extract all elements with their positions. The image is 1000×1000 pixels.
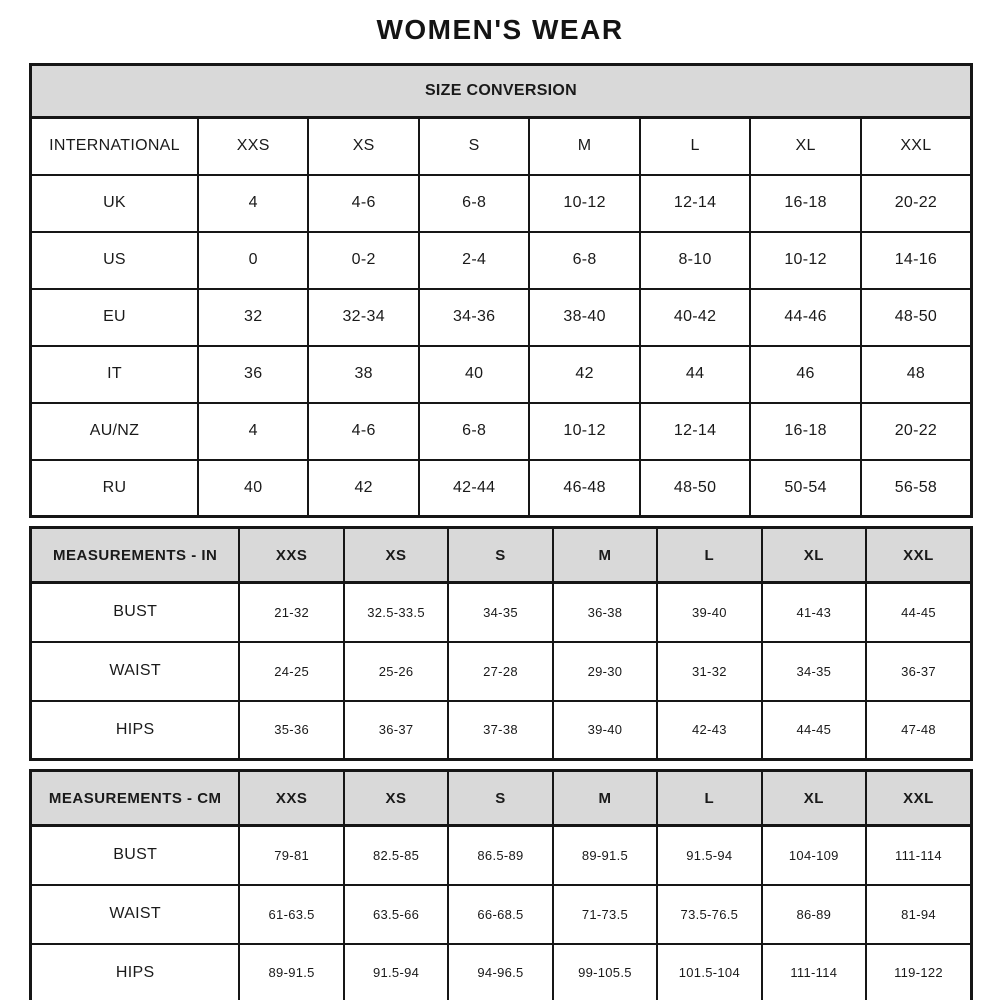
table-cell: 61-63.5 (239, 885, 343, 944)
section-header: SIZE CONVERSION (31, 65, 972, 118)
table-row (31, 65, 972, 118)
table-cell: 46-48 (529, 460, 639, 517)
table-cell: 82.5-85 (344, 826, 448, 885)
table-cell: 94-96.5 (448, 944, 552, 1000)
table-cell: 39-40 (657, 583, 761, 642)
section-header: MEASUREMENTS - CM (31, 771, 240, 826)
column-header: L (657, 771, 761, 826)
table-cell: 40 (198, 460, 308, 517)
section-header: MEASUREMENTS - IN (31, 528, 240, 583)
table-cell: 6-8 (419, 175, 529, 232)
table-row (31, 642, 972, 701)
table-cell: 91.5-94 (657, 826, 761, 885)
table-cell: 38 (308, 346, 418, 403)
column-header: L (640, 118, 750, 175)
row-label: UK (31, 175, 198, 232)
column-header: XXL (866, 771, 971, 826)
table-cell: 34-35 (762, 642, 866, 701)
table-cell: 36-38 (553, 583, 657, 642)
table-cell: 99-105.5 (553, 944, 657, 1000)
table-cell: 36-37 (866, 642, 971, 701)
table-cell: 27-28 (448, 642, 552, 701)
table-cell: 86-89 (762, 885, 866, 944)
table-row (31, 528, 972, 583)
table-cell: 89-91.5 (239, 944, 343, 1000)
table-cell: 4 (198, 175, 308, 232)
column-header: XS (344, 528, 448, 583)
column-header: INTERNATIONAL (31, 118, 198, 175)
table-cell: 86.5-89 (448, 826, 552, 885)
table-cell: 42-44 (419, 460, 529, 517)
row-label: RU (31, 460, 198, 517)
column-header: XXS (239, 528, 343, 583)
table-cell: 20-22 (861, 403, 972, 460)
row-label: HIPS (31, 944, 240, 1000)
table-cell: 12-14 (640, 175, 750, 232)
table-cell: 39-40 (553, 701, 657, 760)
table-cell: 24-25 (239, 642, 343, 701)
table-row (31, 460, 972, 517)
table-row (31, 771, 972, 826)
column-header: XL (762, 528, 866, 583)
table-cell: 10-12 (529, 175, 639, 232)
row-label: WAIST (31, 642, 240, 701)
column-header: XL (762, 771, 866, 826)
table-cell: 119-122 (866, 944, 971, 1000)
table-cell: 16-18 (750, 403, 860, 460)
table-cell: 36 (198, 346, 308, 403)
table-cell: 8-10 (640, 232, 750, 289)
table-cell: 31-32 (657, 642, 761, 701)
table-cell: 6-8 (419, 403, 529, 460)
table-cell: 48-50 (640, 460, 750, 517)
table-cell: 4 (198, 403, 308, 460)
table-row (31, 403, 972, 460)
table-cell: 73.5-76.5 (657, 885, 761, 944)
row-label: IT (31, 346, 198, 403)
table-cell: 48-50 (861, 289, 972, 346)
row-label: EU (31, 289, 198, 346)
table-cell: 44 (640, 346, 750, 403)
table-cell: 42-43 (657, 701, 761, 760)
table-cell: 2-4 (419, 232, 529, 289)
table-cell: 38-40 (529, 289, 639, 346)
table-cell: 4-6 (308, 403, 418, 460)
measurements-in-table (29, 526, 973, 761)
column-header: S (448, 771, 552, 826)
table-cell: 40 (419, 346, 529, 403)
row-label: HIPS (31, 701, 240, 760)
table-cell: 25-26 (344, 642, 448, 701)
table-cell: 89-91.5 (553, 826, 657, 885)
table-row (31, 826, 972, 885)
table-cell: 32-34 (308, 289, 418, 346)
row-label: BUST (31, 826, 240, 885)
column-header: M (529, 118, 639, 175)
column-header: XXL (866, 528, 971, 583)
column-header: XS (308, 118, 418, 175)
table-cell: 81-94 (866, 885, 971, 944)
table-cell: 14-16 (861, 232, 972, 289)
table-cell: 44-45 (762, 701, 866, 760)
column-header: L (657, 528, 761, 583)
table-cell: 32 (198, 289, 308, 346)
table-row (31, 701, 972, 760)
table-cell: 32.5-33.5 (344, 583, 448, 642)
table-cell: 40-42 (640, 289, 750, 346)
table-cell: 20-22 (861, 175, 972, 232)
table-cell: 21-32 (239, 583, 343, 642)
table-cell: 48 (861, 346, 972, 403)
column-header: S (419, 118, 529, 175)
table-cell: 46 (750, 346, 860, 403)
page-title: WOMEN'S WEAR (376, 14, 624, 45)
column-header: XXS (239, 771, 343, 826)
row-label: WAIST (31, 885, 240, 944)
table-cell: 56-58 (861, 460, 972, 517)
row-label: BUST (31, 583, 240, 642)
table-cell: 111-114 (762, 944, 866, 1000)
table-row (31, 346, 972, 403)
table-cell: 111-114 (866, 826, 971, 885)
column-header: S (448, 528, 552, 583)
table-cell: 104-109 (762, 826, 866, 885)
table-row (31, 289, 972, 346)
column-header: M (553, 528, 657, 583)
table-cell: 91.5-94 (344, 944, 448, 1000)
table-cell: 36-37 (344, 701, 448, 760)
table-row (31, 175, 972, 232)
table-cell: 42 (529, 346, 639, 403)
table-cell: 29-30 (553, 642, 657, 701)
table-cell: 44-45 (866, 583, 971, 642)
table-cell: 63.5-66 (344, 885, 448, 944)
column-header: XXS (198, 118, 308, 175)
table-row (31, 583, 972, 642)
row-label: AU/NZ (31, 403, 198, 460)
table-cell: 42 (308, 460, 418, 517)
table-cell: 79-81 (239, 826, 343, 885)
table-cell: 0 (198, 232, 308, 289)
table-cell: 12-14 (640, 403, 750, 460)
table-cell: 0-2 (308, 232, 418, 289)
table-cell: 37-38 (448, 701, 552, 760)
table-cell: 50-54 (750, 460, 860, 517)
column-header: XXL (861, 118, 972, 175)
column-header: XL (750, 118, 860, 175)
table-cell: 47-48 (866, 701, 971, 760)
table-row (31, 944, 972, 1000)
column-header: M (553, 771, 657, 826)
table-cell: 34-36 (419, 289, 529, 346)
measurements-cm-table (29, 769, 973, 1000)
table-cell: 10-12 (750, 232, 860, 289)
table-row (31, 232, 972, 289)
table-row (31, 885, 972, 944)
table-cell: 66-68.5 (448, 885, 552, 944)
table-cell: 101.5-104 (657, 944, 761, 1000)
table-cell: 4-6 (308, 175, 418, 232)
table-row (31, 118, 972, 175)
table-cell: 6-8 (529, 232, 639, 289)
column-header: XS (344, 771, 448, 826)
table-cell: 35-36 (239, 701, 343, 760)
table-cell: 44-46 (750, 289, 860, 346)
table-cell: 41-43 (762, 583, 866, 642)
row-label: US (31, 232, 198, 289)
table-cell: 34-35 (448, 583, 552, 642)
table-cell: 16-18 (750, 175, 860, 232)
size-conversion-table (29, 63, 973, 518)
table-cell: 10-12 (529, 403, 639, 460)
table-cell: 71-73.5 (553, 885, 657, 944)
